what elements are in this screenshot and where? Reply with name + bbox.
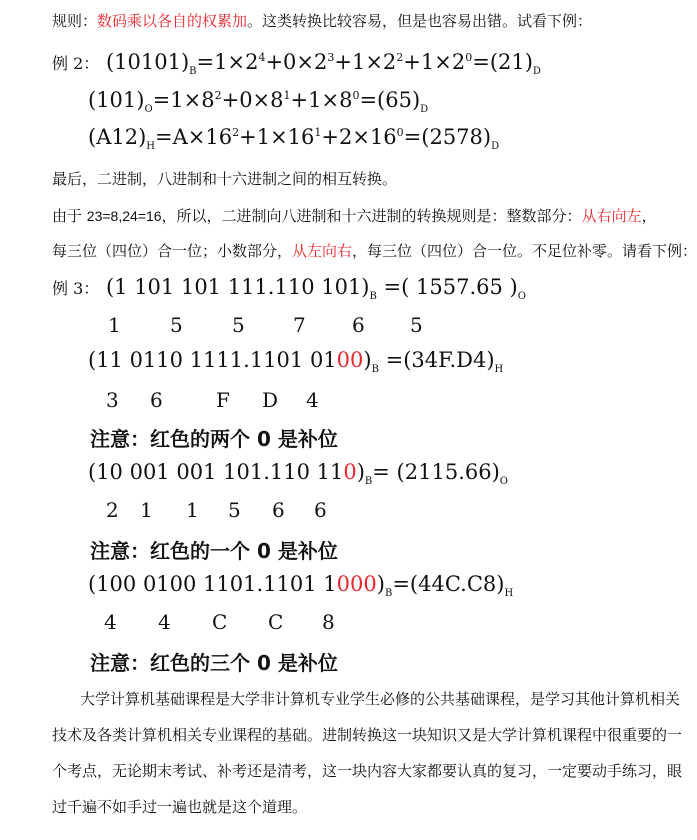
digit: 4 [306,388,319,412]
text: ， [641,207,657,225]
digit: 4 [158,610,171,634]
note-one-zero: 注意：红色的一个 0 是补位 [90,539,338,563]
base-subscript: O [144,104,153,115]
example3-row2 [88,348,504,375]
digit: 6 [150,388,163,412]
closing-line4: 过千遍不如手过一遍也就是这个道理。 [52,798,308,816]
formula-text: +1×8 [290,88,353,112]
finally-line: 最后，二进制，八进制和十六进制之间的相互转换。 [52,170,398,188]
highlight-text: 从右向左 [581,207,642,225]
formula-text: =(2578) [403,125,492,149]
example2-label: 例 2： [52,54,100,73]
digit: 6 [352,313,365,337]
example3-label: 例 3： [52,279,100,298]
formula-text: +0×2 [265,50,328,74]
exponent: 4 [258,51,266,64]
digit: 8 [322,610,335,634]
exponent: 0 [396,126,404,139]
text: 每三位（四位）合一位；小数部分， [52,242,293,260]
digits-row1 [0,313,640,339]
base-subscript: O [517,291,526,302]
padding-zeros: 00 [336,348,364,372]
example2-line1 [52,50,541,77]
rule-highlight: 数码乘以各自的权累加 [97,12,248,30]
digit: 3 [106,388,119,412]
example2-line2 [88,88,429,115]
base-subscript: H [494,364,504,375]
highlight-text: 从左向右 [292,242,353,260]
formula-text: (A12) [88,125,147,149]
base-subscript: B [369,291,377,302]
padding-zeros: 000 [336,572,377,596]
formula-text: 23=8,24=16 [86,208,162,224]
formula-text: ) [376,572,385,596]
base-subscript: B [371,364,379,375]
exponent: 1 [314,126,322,139]
rule-prefix: 规则： [52,12,98,30]
digit: 1 [140,498,153,522]
exponent: 2 [214,89,222,102]
formula-text: +1×2 [334,50,397,74]
formula-text: =(21) [472,50,533,74]
digit: 5 [170,313,183,337]
closing-line3: 个考点，无论期末考试、补考还是清考，这一块内容大家都要认真的复习，一定要动手练习，眼 [52,762,683,780]
base-subscript: B [364,476,373,487]
base-subscript: B [384,588,393,599]
base-subscript: D [532,66,541,77]
formula-text: =(34F.D4) [378,348,495,372]
digit: D [262,388,279,412]
digits-row3 [0,498,640,524]
formula-text: = (2115.66) [372,460,500,484]
formula-text: =(44C.C8) [392,572,505,596]
base-subscript: D [420,104,429,115]
explain-line1 [52,205,657,226]
formula-text: (10 001 001 101.110 11 [88,460,344,484]
formula-text: +2×16 [321,125,397,149]
exponent: 0 [465,51,473,64]
explain-line2 [52,240,697,261]
formula-text: (10101) [105,50,190,74]
formula-text: ) [363,348,372,372]
example3-row4 [88,572,514,599]
padding-zeros: 0 [343,460,357,484]
formula-text: +1×16 [239,125,315,149]
note-three-zeros: 注意：红色的三个 0 是补位 [90,651,338,675]
digit: 5 [232,313,245,337]
note-two-zeros: 注意：红色的两个 0 是补位 [90,427,338,451]
formula-text: =1×8 [152,88,215,112]
digit: 1 [108,313,121,337]
text: 由于 [52,207,83,225]
text: ，所以，二进制向八进制和十六进制的转换规则是：整数部分： [161,207,582,225]
digits-row2 [0,388,640,414]
base-subscript: H [146,141,156,152]
exponent: 1 [283,89,291,102]
base-subscript: D [491,141,500,152]
example3-row3 [88,460,508,487]
digits-row4 [0,610,640,636]
rule-suffix: 。这类转换比较容易，但是也容易出错。试看下例： [247,12,593,30]
formula-text: (11 0110 1111.1101 01 [88,348,337,372]
formula-text: (101) [88,88,145,112]
digit: 1 [186,498,199,522]
base-subscript: O [499,476,508,487]
exponent: 2 [396,51,404,64]
exponent: 2 [232,126,240,139]
formula-text: =A×16 [155,125,233,149]
digit: F [216,388,230,412]
digit: 5 [228,498,241,522]
formula-text: =(65) [359,88,421,112]
exponent: 3 [327,51,335,64]
example3-row1 [52,275,526,302]
digit: 6 [314,498,327,522]
formula-text: (100 0100 1101.1101 1 [88,572,337,596]
digit: 6 [272,498,285,522]
formula-text: (1 101 101 111.110 101) [105,275,370,299]
digit: C [268,610,284,634]
digit: 5 [410,313,423,337]
closing-line1: 大学计算机基础课程是大学非计算机专业学生必修的公共基础课程，是学习其他计算机相关 [80,690,681,708]
formula-text: ) [356,460,365,484]
closing-line2: 技术及各类计算机相关专业课程的基础。进制转换这一块知识又是大学计算机课程中很重要的一 [52,726,683,744]
rule-line [52,10,592,31]
base-subscript: B [189,66,197,77]
digit: 2 [106,498,119,522]
text: ，每三位（四位）合一位。不足位补零。请看下例： [352,242,697,260]
formula-text: +0×8 [221,88,284,112]
exponent: 0 [352,89,360,102]
base-subscript: H [504,588,514,599]
formula-text: =1×2 [196,50,259,74]
example2-line3 [88,125,500,152]
digit: 4 [104,610,117,634]
digit: C [212,610,228,634]
formula-text: +1×2 [403,50,466,74]
formula-text: =( 1557.65 ) [376,275,518,299]
digit: 7 [293,313,306,337]
